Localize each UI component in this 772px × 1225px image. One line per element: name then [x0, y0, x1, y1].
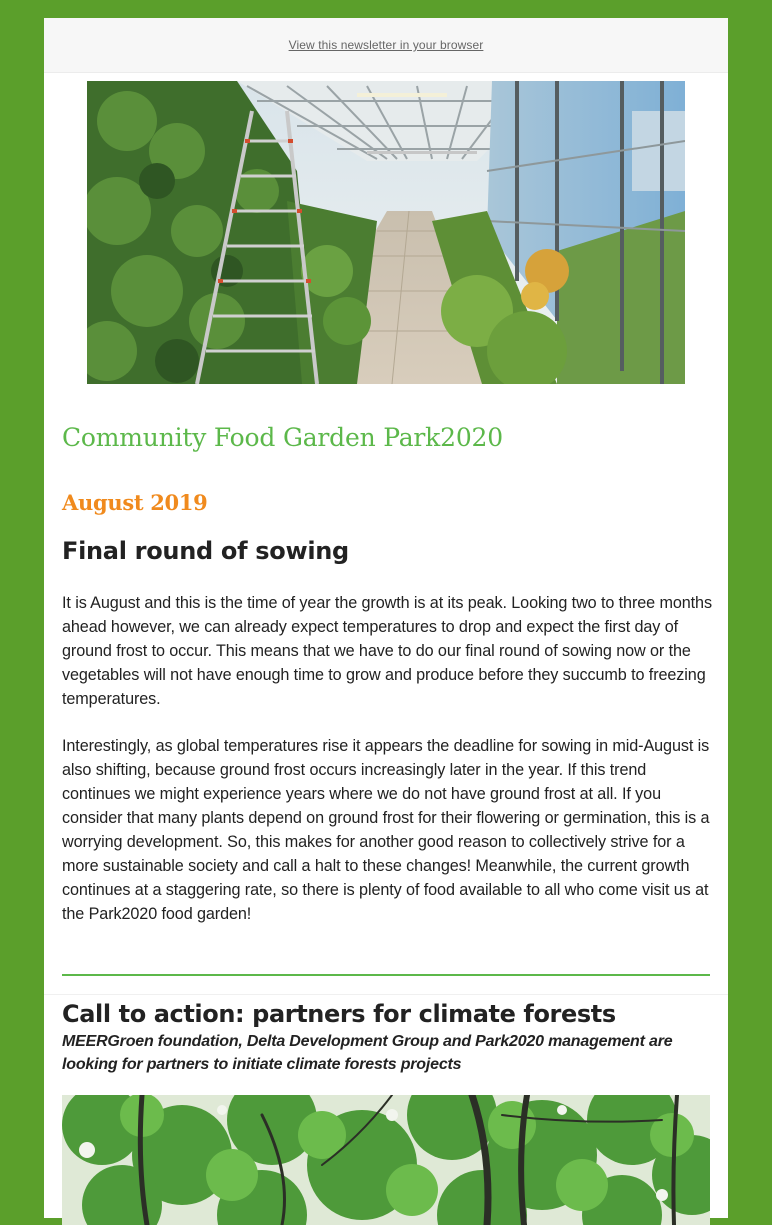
newsletter-container: [44, 18, 728, 1218]
cta-subtitle: MEERGroen foundation, Delta Development Group and Park2020 management are looking for partners to initiate climate forests projects: [62, 1033, 673, 1073]
section-divider: [62, 974, 710, 976]
cta-heading: Call to action: partners for climate forests: [62, 1000, 616, 1028]
hero-image-greenhouse: [87, 81, 685, 384]
article-paragraph-1: It is August and this is the time of year the growth is at its peak. Looking two to three months ahead however, we can already expect temperatures to drop and expect the first day of ground frost to occur. This means that we have to do our final round of sowing now or the vegetables will not have enough time to grow and produce before they succumb to freezing temperatures.: [62, 594, 712, 708]
article-heading: Final round of sowing: [62, 537, 349, 565]
preheader-bar: [44, 18, 728, 73]
article-paragraph-2: Interestingly, as global temperatures rise it appears the deadline for sowing in mid-August is also shifting, because ground frost occurs increasingly later in the year. If this trend continues we might experience years where we do not have ground frost at all. If you consider that many plants depend on ground frost for their flowering or germination, this is a worrying development. So, this makes for another good reason to collectively strive for a more sustainable society and call a halt to these changes! Meanwhile, the current growth continues at a staggering rate, so there is plenty of food available to all who come visit us at the Park2020 food garden!: [62, 737, 710, 923]
view-in-browser-link[interactable]: View this newsletter in your browser: [288, 38, 484, 52]
newsletter-title: Community Food Garden Park2020: [62, 423, 503, 452]
section-separator: [44, 994, 728, 995]
newsletter-date: August 2019: [62, 490, 208, 515]
cta-image-forest: [62, 1095, 710, 1225]
